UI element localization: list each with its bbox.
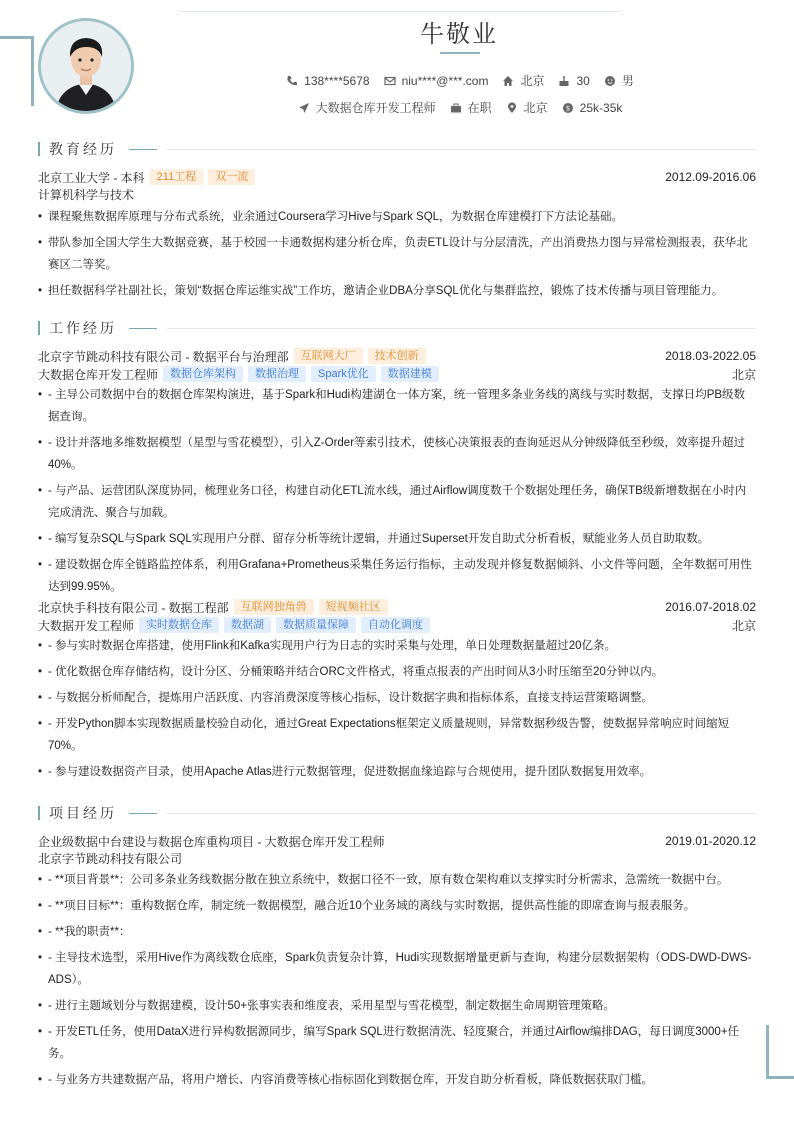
company-tag: 互联网独角兽 <box>234 599 314 615</box>
salary-item <box>562 99 623 116</box>
project-title: 项目经历 <box>49 805 117 821</box>
send-icon <box>298 102 310 114</box>
section-heading <box>38 140 756 158</box>
cake-icon <box>558 75 570 87</box>
project-bullet: • - 进行主题域划分与数据建模，设计50+张事实表和维度表，采用星型与雪花模型，制定数据生命周期管理策略。 <box>38 995 756 1017</box>
svg-text:$: $ <box>565 104 570 113</box>
education-title: 教育经历 <box>49 141 117 157</box>
project-bullet: • - 主导技术选型，采用Hive作为离线数仓底座，Spark负责复杂计算，Hudi实现数据增量更新与查询，构建分层数据架构（ODS-DWD-DWS-ADS）。 <box>38 947 756 991</box>
job-city: 北京 <box>731 618 756 633</box>
project-company: 北京字节跳动科技有限公司 <box>38 852 183 866</box>
heading-rule <box>167 813 756 814</box>
skill-tag: 数据湖 <box>224 617 271 633</box>
job-bullet: • - 设计并落地多维数据模型（星型与雪花模型），引入Z-Order等索引技术，使核心决策报表的查询延迟从分钟级降低至秒级，效率提升超过40%。 <box>38 432 756 476</box>
city-item <box>502 72 544 89</box>
work-title: 工作经历 <box>49 320 117 336</box>
email-item <box>384 72 489 89</box>
company-name: 北京快手科技有限公司 - 数据工程部 <box>38 600 229 615</box>
target-role-item <box>298 99 436 116</box>
heading-bar <box>38 142 40 156</box>
skill-tag: 数据治理 <box>248 366 306 382</box>
project-period: 2019.01-2020.12 <box>665 834 756 848</box>
project-bullet: • - **项目目标**：重构数据仓库，制定统一数据模型，融合近10个业务域的离线与实时数据，提供高性能的即席查询与报表服务。 <box>38 895 756 917</box>
age-item <box>558 72 589 89</box>
job-bullet: • - 开发Python脚本实现数据质量校验自动化，通过Great Expectations框架定义质量规则，异常数据秒级告警，使数据异常响应时间缩短70%。 <box>38 713 756 757</box>
top-decorative-rule <box>180 11 620 12</box>
home-icon <box>502 75 514 87</box>
company-name: 北京字节跳动科技有限公司 - 数据平台与治理部 <box>38 349 289 364</box>
city-text: 北京 <box>520 74 545 88</box>
skill-tag: 数据建模 <box>381 366 439 382</box>
heading-bar <box>38 806 40 820</box>
job-bullet: • - 参与建设数据资产目录，使用Apache Atlas进行元数据管理，促进数据血缘追踪与合规使用，提升团队数据复用效率。 <box>38 761 756 783</box>
candidate-name: 牛敬业 <box>420 21 498 48</box>
job-bullet: • - 与数据分析师配合，提炼用户活跃度、内容消费深度等核心指标，设计数据字典和指标体系，直接支持运营策略调整。 <box>38 687 756 709</box>
target-city-item <box>506 99 548 116</box>
company-tag: 短视频社区 <box>319 599 388 615</box>
job-bullet: • - 与产品、运营团队深度协同，梳理业务口径，构建自动化ETL流水线，通过Airflow调度数千个数据处理任务，确保TB级新增数据在小时内完成清洗、聚合与加载。 <box>38 480 756 524</box>
job-period: 2016.07-2018.02 <box>665 600 756 614</box>
job-role-row <box>38 365 756 383</box>
major-text: 计算机科学与技术 <box>38 188 135 202</box>
project-bullet: • - 与业务方共建数据产品，将用户增长、内容消费等核心指标固化到数据仓库，开发自助分析看板，降低数据获取门槛。 <box>38 1069 756 1091</box>
education-section <box>38 140 756 306</box>
school-tag: 双一流 <box>208 169 255 185</box>
company-tag: 技术创新 <box>368 348 426 364</box>
job-city: 北京 <box>731 367 756 382</box>
project-name: 企业级数据中台建设与数据仓库重构项目 - 大数据仓库开发工程师 <box>38 834 385 849</box>
job-role-row <box>38 616 756 634</box>
job-bullet: • - 参与实时数据仓库搭建，使用Flink和Kafka实现用户行为日志的实时采集与处理，单日处理数据量超过20亿条。 <box>38 635 756 657</box>
name-underline <box>440 52 480 54</box>
briefcase-icon <box>450 102 462 114</box>
target-city-text: 北京 <box>523 101 548 115</box>
project-bullet: • - 开发ETL任务，使用DataX进行异构数据源同步，编写Spark SQL进行数据清洗、轻度聚合，并通过Airflow编排DAG，每日调度3000+任务。 <box>38 1021 756 1065</box>
job-role: 大数据仓库开发工程师 <box>38 367 159 382</box>
status-item <box>450 99 492 116</box>
skill-tag: 数据仓库架构 <box>163 366 243 382</box>
status-text: 在职 <box>467 101 492 115</box>
school-name: 北京工业大学 - 本科 <box>38 170 145 185</box>
heading-dash <box>129 328 157 329</box>
heading-rule <box>167 328 756 329</box>
phone-icon <box>286 75 298 87</box>
education-bullet: • 担任数据科学社副社长，策划“数据仓库运维实战”工作坊，邀请企业DBA分享SQL优化与集群监控，锻炼了技术传播与项目管理能力。 <box>38 280 756 302</box>
skill-tag: 实时数据仓库 <box>139 617 219 633</box>
job-header-row <box>38 598 756 616</box>
project-bullet: • - **我的职责**： <box>38 921 756 943</box>
education-bullet: • 课程聚焦数据库原理与分布式系统，业余通过Coursera学习Hive与Spark SQL，为数据仓库建模打下方法论基础。 <box>38 206 756 228</box>
skill-tag: Spark优化 <box>311 366 376 382</box>
corner-decoration-bottom-right <box>766 1025 794 1079</box>
gender-text: 男 <box>621 74 634 88</box>
education-bullet: • 带队参加全国大学生大数据竞赛，基于校园一卡通数据构建分析仓库，负责ETL设计与分层清洗，产出消费热力图与异常检测报表，获华北赛区二等奖。 <box>38 232 756 276</box>
skill-tag: 自动化调度 <box>361 617 430 633</box>
job-intention-row <box>150 99 770 116</box>
job-header-row <box>38 347 756 365</box>
job-period: 2018.03-2022.05 <box>665 349 756 363</box>
gender-icon <box>604 75 616 87</box>
heading-dash <box>129 813 157 814</box>
skill-tag: 数据质量保障 <box>276 617 356 633</box>
heading-rule <box>167 149 756 150</box>
project-header-row <box>38 832 756 850</box>
mail-icon <box>384 75 396 87</box>
gender-item <box>604 72 634 89</box>
project-bullet: • - **项目背景**：公司多条业务线数据分散在独立系统中，数据口径不一致，原有数仓架构难以支撑实时分析需求，急需统一数据中台。 <box>38 869 756 891</box>
target-role-text: 大数据仓库开发工程师 <box>315 101 436 115</box>
project-section <box>38 804 756 1095</box>
job-bullet: • - 优化数据仓库存储结构，设计分区、分桶策略并结合ORC文件格式，将重点报表的产出时间从3小时压缩至20分钟以内。 <box>38 661 756 683</box>
school-tag: 211工程 <box>150 169 204 185</box>
section-heading <box>38 319 756 337</box>
job-bullet: • - 编写复杂SQL与Spark SQL实现用户分群、留存分析等统计逻辑，并通过Superset开发自助式分析看板，赋能业务人员自助取数。 <box>38 528 756 550</box>
phone-number: 138****5678 <box>304 73 370 88</box>
education-period: 2012.09-2016.06 <box>665 170 756 184</box>
age-text: 30 <box>576 73 590 88</box>
phone-item <box>286 72 369 89</box>
work-section <box>38 319 756 787</box>
email-address: niu****@***.com <box>401 73 489 88</box>
job-entry <box>38 347 756 598</box>
job-entry <box>38 598 756 783</box>
heading-dash <box>129 149 157 150</box>
job-bullet: • - 建设数据仓库全链路监控体系，利用Grafana+Prometheus采集任务运行指标，主动发现并修复数据倾斜、小文件等问题，全年数据可用性达到99.95%。 <box>38 554 756 598</box>
education-header-row <box>38 168 756 186</box>
job-role: 大数据开发工程师 <box>38 618 135 633</box>
company-tag: 互联网大厂 <box>294 348 363 364</box>
section-heading <box>38 804 756 822</box>
location-pin-icon <box>506 102 518 114</box>
money-icon <box>562 102 574 114</box>
heading-bar <box>38 321 40 335</box>
job-bullet: • - 主导公司数据中台的数据仓库架构演进，基于Spark和Hudi构建湖仓一体方案，统一管理多条业务线的离线与实时数据，支撑日均PB级数据查询。 <box>38 384 756 428</box>
salary-text: 25k-35k <box>579 100 623 115</box>
contact-info-row <box>150 72 770 89</box>
